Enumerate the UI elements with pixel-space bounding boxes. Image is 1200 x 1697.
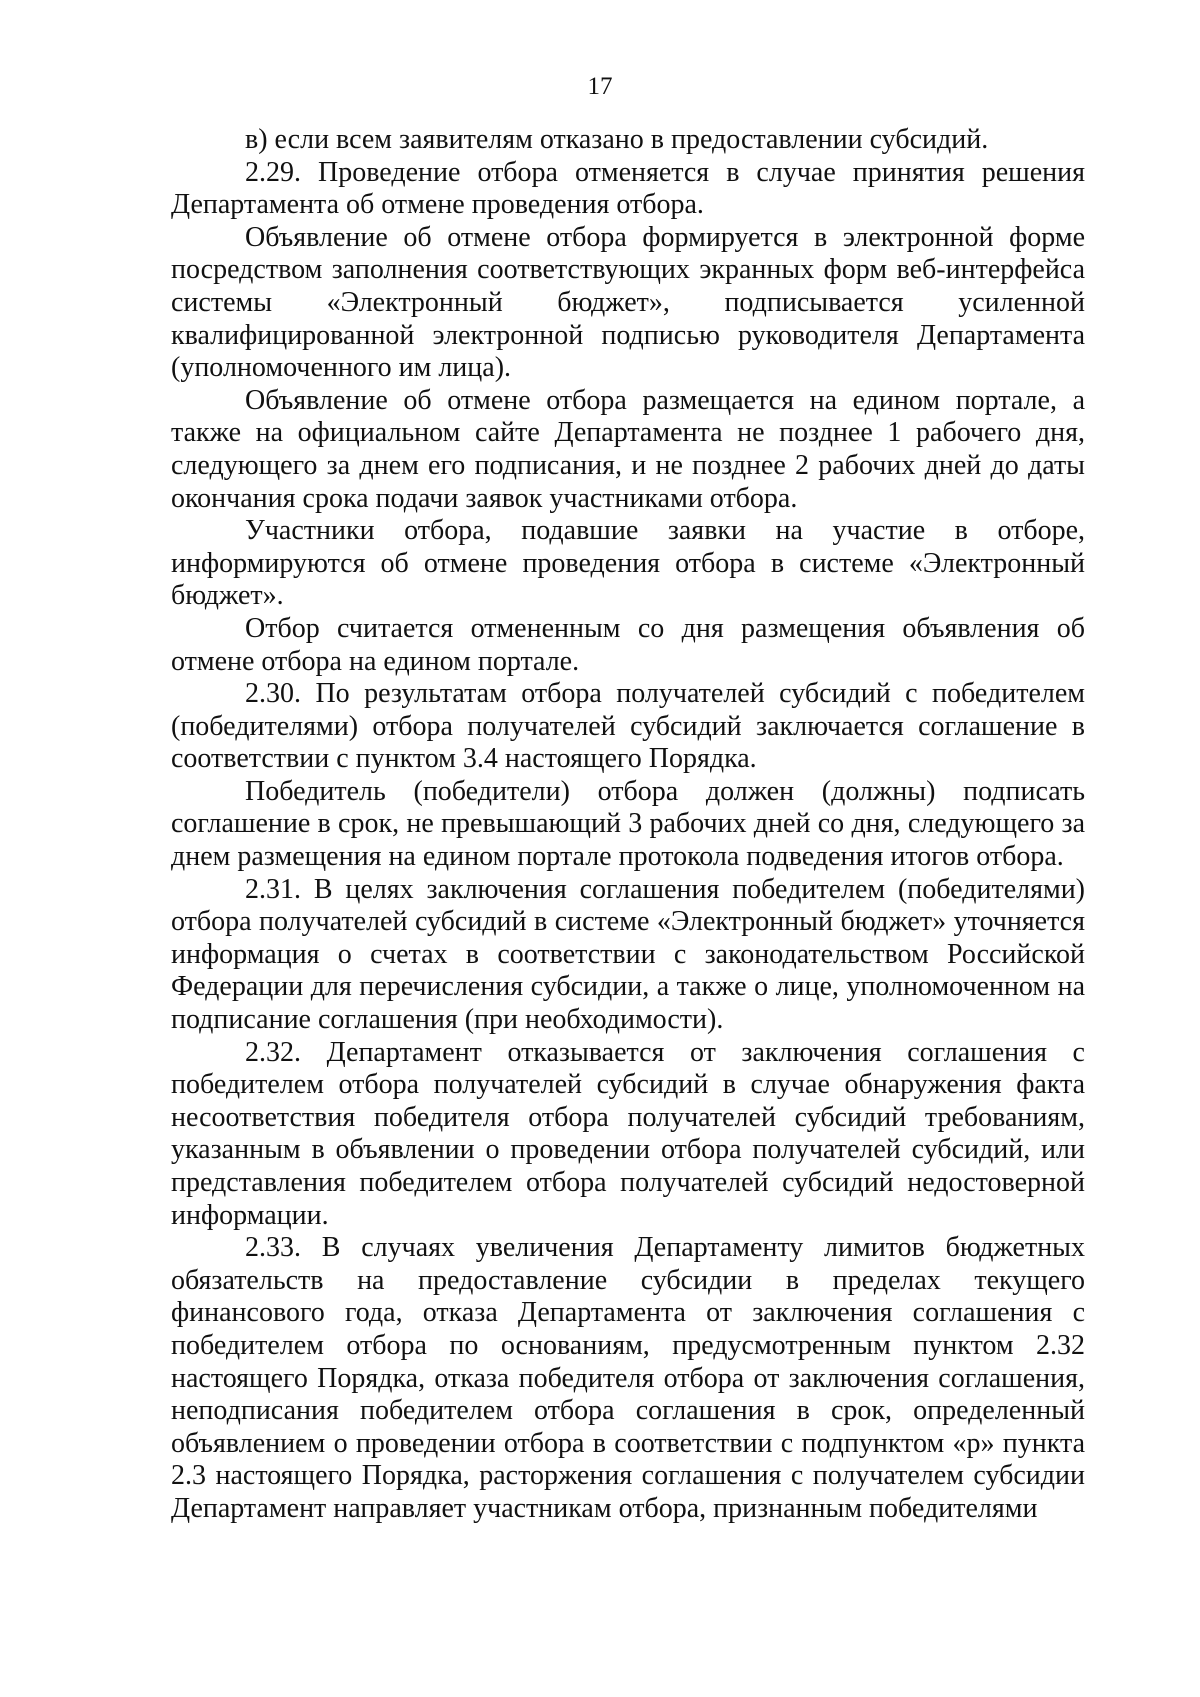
page-number: 17: [587, 73, 613, 100]
paragraph-2-32: 2.32. Департамент отказывается от заключения соглашения с победителем отбора получателей субсидий в случае обнаружения факта несоответствия победителя отбора получателей субсидий требованиям, указанным в объявлении о проведении отбора получателей субсидий, или представления победителем отбора получателей субсидий недостоверной информации.: [171, 1036, 1085, 1231]
paragraph-winner-sign-deadline: Победитель (победители) отбора должен (должны) подписать соглашение в срок, не превышающий 3 рабочих дней со дня, следующего за днем размещения на едином портале протокола подведения итогов отбора.: [171, 775, 1085, 873]
paragraph-cancel-announcement-form: Объявление об отмене отбора формируется в электронной форме посредством заполнения соответствующих экранных форм веб-интерфейса системы «Электронный бюджет», подписывается усиленной квалифицированной электронной подписью руководителя Департамента (уполномоченного им лица).: [171, 221, 1085, 384]
paragraph-selection-cancelled: Отбор считается отмененным со дня размещения объявления об отмене отбора на едином портале.: [171, 612, 1085, 677]
paragraph-2-29: 2.29. Проведение отбора отменяется в случае принятия решения Департамента об отмене проведения отбора.: [171, 156, 1085, 221]
paragraph-2-31: 2.31. В целях заключения соглашения победителем (победителями) отбора получателей субсидий в системе «Электронный бюджет» уточняется информация о счетах в соответствии с законодательством Российской Федерации для перечисления субсидии, а также о лице, уполномоченном на подписание соглашения (при необходимости).: [171, 873, 1085, 1036]
paragraph-participants-informed: Участники отбора, подавшие заявки на участие в отборе, информируются об отмене проведения отбора в системе «Электронный бюджет».: [171, 515, 1085, 612]
paragraph-cancel-announcement-placement: Объявление об отмене отбора размещается на едином портале, а также на официальном сайте Департамента не позднее 1 рабочего дня, следующего за днем его подписания, и не позднее 2 рабочих дней до даты окончания срока подачи заявок участниками отбора.: [171, 384, 1085, 514]
paragraph-item-v: в) если всем заявителям отказано в предоставлении субсидий.: [245, 124, 989, 155]
paragraph-2-30: 2.30. По результатам отбора получателей субсидий с победителем (победителями) отбора получателей субсидий заключается соглашение в соответствии с пунктом 3.4 настоящего Порядка.: [171, 678, 1085, 775]
document-body: [171, 124, 1085, 1526]
paragraph-2-33: 2.33. В случаях увеличения Департаменту лимитов бюджетных обязательств на предоставление субсидии в пределах текущего финансового года, отказа Департамента от заключения соглашения с победителем отбора по основаниям, предусмотренным пунктом 2.32 настоящего Порядка, отказа победителя отбора от заключения соглашения, неподписания победителем отбора соглашения в срок, определенный объявлением о проведении отбора в соответствии с подпунктом «р» пункта 2.3 настоящего Порядка, расторжения соглашения с получателем субсидии Департамент направляет участникам отбора, признанным победителями: [171, 1232, 1085, 1524]
